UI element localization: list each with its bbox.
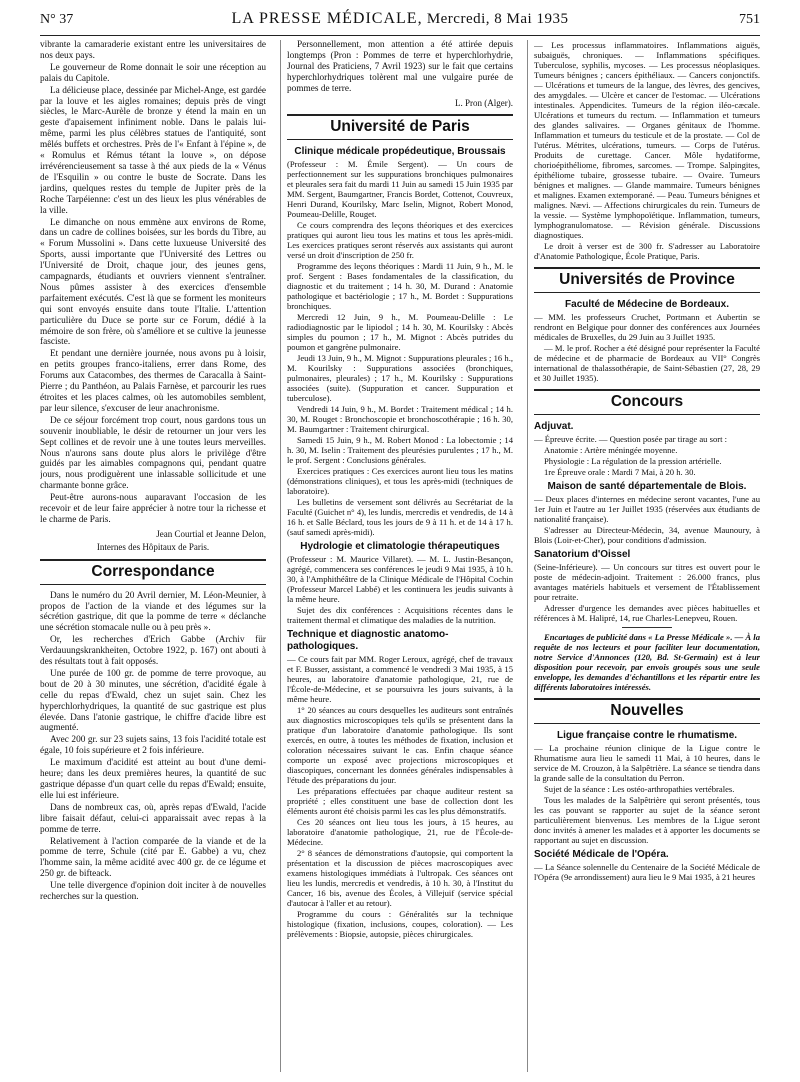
paragraph: Or, les recherches d'Erich Gabbe (Archiv für Verdauungskrankheiten, Octobre 1922, p. 167) ont abouti à des résultats tout à fait opposés. [40,635,266,668]
journal-name: LA PRESSE MÉDICALE, [231,10,423,27]
section-title-universites-province: Universités de Province [559,271,735,288]
paragraph: Relativement à l'action comparée de la viande et de la pomme de terre, Schule (cité par E. Gabbe) a vu, chez l'homme sain, la même acidité avec 400 gr. de ce légume et 250 gr. de bifteack. [40,836,266,880]
paragraph: Avec 200 gr. sur 23 sujets sains, 13 fois l'acidité totale est égale, 10 fois supérieure et 2 fois inférieure. [40,735,266,757]
paragraph: Le maximum d'acidité est atteint au bout d'une demi-heure; dans les deux premières heures, la quantité de suc gastrique dépasse d'un quart celle du repas d'Ewald; ensuite, elle lui est inférieure. [40,758,266,801]
section-rule [534,414,760,415]
paragraph: Sujet des dix conférences : Acquisitions récentes dans le traitement thermal et climatique des maladies de la nutrition. [287,605,513,626]
paragraph: Vendredi 14 Juin, 9 h., M. Bordet : Traitement médical ; 14 h. 30, M. Rouget : Bronchoscopie et bronchoscothérapie ; 16 h. 30, M. Baumgartner : Traitement chirurgical. [287,404,513,435]
paragraph: Une purée de 100 gr. de pomme de terre provoque, au bout de 20 à 30 minutes, une sécrétion, d'acidité égale à celle du repas d'Ewald, chez un sujet sain. Chez les hyperchlorhydriques, la quantité de suc gastrique est plus élevée. Dans l'atonie gastrique, le chiffre d'acide libre est augmenté. [40,668,266,734]
paragraph: Physiologie : La régulation de la pression artérielle. [544,455,722,466]
column-2 [287,40,513,1072]
paragraph: S'adresser au Directeur-Médecin, 34, avenue Maunoury, à Blois (Loir-et-Cher), pour conditions d'admission. [534,524,760,545]
encartages-notice: Encartages de publicité dans « La Presse Médicale ». — À la requête de nos lecteurs et pour faciliter leur documentation, notre Service d'Annonces (120, Bd. St-Germain) est à leur disposition pour recevoir, par envois groupés sous une seule enveloppe, les demandes d'échantillons et les répartir entre les différents laboratoires intéressés. [534,631,760,692]
subsection-title: Ligue française contre le rhumatisme. [556,729,738,741]
paragraph: Dans de nombreux cas, où, après repas d'Ewald, l'acide libre faisait défaut, celui-ci apparaissait avec repas à la pomme de terre. [40,802,266,835]
subsection-title: Adjuvat. [534,420,574,432]
paragraph: Ce cours comprendra des leçons théoriques et des exercices pratiques qui auront lieu tous les matins et tous les après-midi. Les exercices pratiques seront réservés aux assistants qui auront versé un droit d'inscription de 250 fr. [287,220,513,261]
issue-date: Mercredi, 8 Mai 1935 [426,11,569,27]
author-title: Internes des Hôpitaux de Paris. [96,541,210,552]
paragraph: Et pendant une dernière journée, nous avons pu à loisir, en petits groupes franco-italiens, errer dans Rome, des Forums aux Catacombes, des thermes de Caracalla à Saint-Pierre ; du Panthéon, au Palais Farnèse, et parcourir les rues étroites et les places calmes, où les automobiles semblent, par leur silence, s'excuser de leur anachronisme. [40,349,266,414]
paragraph: Peut-être aurons-nous auparavant l'occasion de les recevoir et de leur faire apprécier à notre tour la richesse et le charme de Paris. [40,493,266,525]
divider [622,627,672,628]
paragraph: — M. le prof. Rocher a été désigné pour représenter la Faculté de médecine et de pharmacie de Bordeaux au VII° Congrès international de thalassothérapie, de Saint-Sébastien (27, 28, 29 et 30 Juillet 1935). [534,342,760,383]
subsection-title: Société Médicale de l'Opéra. [534,848,669,860]
section-rule [40,584,266,585]
author-signature: Jean Courtial et Jeanne Delon, [156,528,266,539]
paragraph: Le droit à verser est de 300 fr. S'adresser au Laboratoire d'Anatomie Pathologique, École Pratique, Paris. [534,241,760,261]
paragraph: Personnellement, mon attention a été attirée depuis longtemps (Pron : Pommes de terre et hyperchlorhydrie, Journal des Praticiens, 7 Avril 1923) sur le fait que certains hyperchlorhydriques tolèrent mal une vulgaire purée de pommes de terre. [287,40,513,94]
paragraph: Les bulletins de versement sont délivrés au Secrétariat de la Faculté (Guichet n° 4), les lundis, mercredis et vendredis, de 14 à 16 h. et Salle Béclard, tous les jours de 9 à 11 h. et de 14 à 17 h. (sauf samedi après-midi). [287,497,513,538]
paragraph: (Professeur : M. Maurice Villaret). — M. L. Justin-Besançon, agrégé, commencera ses conférences le jeudi 9 Mai 1935, à 10 h. 30, à l'Amphithéâtre de la Clinique Médicale de l'Hôpital Cochin (Professeur Marcel Labbé) et les continuera les jeudis suivants à la même heure. [287,554,513,605]
column-separator [527,40,528,1072]
paragraph: 1re Épreuve orale : Mardi 7 Mai, à 20 h. 30. [544,466,696,477]
header-rule [40,35,760,36]
paragraph: 2° 8 séances de démonstrations d'autopsie, qui comportent la présentation et la discussion de pièces macroscopiques avec examens histologiques immédiats à l'ultropak. Ces séances ont lieu les lundis, mercredis et vendredis, à 10 h. 30, à l'Institut du Cancer, 16 bis, avenue des Écoles, à Villejuif (service spécial d'autocar à l'aller et au retour). [287,848,513,909]
paragraph: De ce séjour forcément trop court, nous gardons tous un souvenir inoubliable, le désir de retourner un jour vers les Sept collines et de revoir une à une toutes leurs merveilles. Nous n'aurons sans doute plus alors le privilège d'être guidés par les aimables compagnons qui, pendant quatre jours, nous prodiguèrent une inlassable sollicitude et une charmante bonne grâce. [40,415,266,492]
paragraph: Jeudi 13 Juin, 9 h., M. Mignot : Suppurations pleurales ; 16 h., M. Kourilsky : Suppurations associées (bronchiques, pulmonaires, pleurales) ; 17 h., M. Kourilsky : Suppurations associées (suite). (Suppuration et cancer. Suppuration et tuberculose). [287,353,513,404]
paragraph: Le dimanche on nous emmène aux environs de Rome, dans un cadre de collines boisées, sur les bords du Tibre, au « Forum Mussolini ». Dans cette luxueuse Université des Sports, aussi importante que l'Université des Lettres ou l'Université de Droit, chaque jour, des jeunes gens, campagnards, étudiants et ouvriers viennent s'entraîner. Nous pûmes assister à des exercices d'ensemble parfaitement exécutés. C'est là que se forment les moniteurs qui sont envoyés ensuite dans toute l'Italie. L'attention particulière du Duce se porte sur ce Forum, dédié à la mémoire de son frère, où s'améliore et se cultive la jeunesse fasciste. [40,217,266,348]
paragraph: — Les processus inflammatoires. Inflammations aiguës, subaiguës, chroniques. — Inflammations spécifiques. Tuberculose, syphilis, mycoses. — Les processus néoplasiques. Tumeurs bénignes ; cancers épithéliaux. — Cancers conjonctifs. — Ulcérations et tumeurs de la langue, des lèvres, des gencives, des amygdales. — Ulcère et cancer de l'estomac. — Ulcérations intestinales. Appendicites. Tumeurs de la région iléo-cæcale. Ulcérations et tumeurs du rectum. — Inflammation et tumeurs des glandes salivaires. — Organes génitaux de l'homme. Inflammation et tumeurs du testicule et de la prostate. — Col de l'utérus. Métrites, ulcérations, tumeurs. — Corps de l'utérus. Produits de curettage. Cancer. Môle hydatiforme, chorioépithéliome, fibromes, sarcomes. — Trompe. Salpingites, épithéliome tubaire, grossesse tubaire. — Ovaire. Tumeurs bénignes et malignes. — Glande mammaire. Tumeurs bénignes et malignes. Examen extemporané. — Peau. Tumeurs bénignes et malignes. Nævi. — Affections chirurgicales du rein. Tumeurs de la vessie. — Système lymphopoïétique. Inflammation, tumeurs, lymphogranulomatose. — Révision générale. Discussions diagnostiques. [534,40,760,240]
column-1 [40,40,266,1072]
paragraph: Samedi 15 Juin, 9 h., M. Robert Monod : La lobectomie ; 14 h. 30, M. Iselin : Traitement des pleurésies purulentes ; 17 h., M. le prof. Sergent : Conclusions générales. [287,435,513,466]
paragraph: 1° 20 séances au cours desquelles les auditeurs sont entraînés aux diagnostics microscopiques tels qu'ils se présentent dans la pratique d'un laboratoire d'anatomie pathologique. Ils sont exercés, en outre, à toutes les méthodes de fixation, inclusion et coloration nécessaires suivant le cas. Enfin chaque séance comporte un exposé avec projections microscopiques et diascopiques, concernant les données générales indispensables à l'étude des préparations du jour. [287,705,513,786]
section-title-correspondance: Correspondance [91,562,215,580]
subsection-title: Clinique médicale propédeutique, Broussais [294,146,506,158]
paragraph: (Professeur : M. Émile Sergent). — Un cours de perfectionnement sur les suppurations bronchiques pulmonaires et pleurales sera fait du mardi 11 Juin au samedi 15 Juin 1935 par MM. Sergent, Baumgartner, Francis Bordet, Cottenot, Couvreux, Henri Durand, Kourilsky, Marc Iselin, Mignot, Robert Monod, Poumeau-Delille, Rouget. [287,159,513,220]
subsection-title: Maison de santé départementale de Blois. [547,480,747,492]
paragraph: Programme du cours : Généralités sur la technique histologique (fixation, inclusions, coupes, coloration). — Les prélèvements : Biopsie, autopsie, pièces chirurgicales. [287,909,513,940]
subsection-title: Hydrologie et climatologie thérapeutiques [300,541,500,553]
paragraph: Dans le numéro du 20 Avril dernier, M. Léon-Meunier, à propos de l'action de la viande et des légumes sur la sécrétion gastrique, dit que la pomme de terre « déclanche une sécrétion stomacale nulle ou à peu près ». [40,590,266,634]
section-title-nouvelles: Nouvelles [610,701,684,719]
paragraph: Une telle divergence d'opinion doit inciter à de nouvelles recherches sur la question. [40,881,266,903]
paragraph: — Deux places d'internes en médecine seront vacantes, l'une au 1er Juin et l'autre au 1er Juillet 1935 (réservées aux étudiants de nationalité française). [534,493,760,524]
paragraph: vibrante la camaraderie existant entre les universitaires de nos deux pays. [40,40,266,61]
paragraph: — Ce cours fait par MM. Roger Leroux, agrégé, chef de travaux et F. Busser, assistant, a commencé le vendredi 3 Mai 1935, à 15 heures, au laboratoire d'anatomie pathologique, 21, rue de l'École-de-Médecine, et se poursuivra les jours suivants, à la même heure. [287,654,513,705]
issue-number: N° 37 [40,12,74,27]
paragraph: — MM. les professeurs Cruchet, Portmann et Aubertin se rendront en Belgique pour donner des conférences aux Journées médicales de Bruxelles, du 29 Juin au 3 Juillet 1935. [534,311,760,342]
section-rule [534,292,760,293]
paragraph: Ces 20 séances ont lieu tous les jours, à 15 heures, au laboratoire d'anatomie pathologique, 21, rue de l'École-de-Médecine. [287,817,513,848]
section-title-universite-paris: Université de Paris [330,118,470,136]
column-3 [534,40,760,1072]
section-rule [534,723,760,724]
paragraph: La délicieuse place, dessinée par Michel-Ange, est gardée par la louve et les aigles romaines; depuis près de vingt siècles, le Marc-Aurèle de bronze y étend la main en un geste d'apaisement infiniment noble. Dans le palais lui-même, parmi les plus célèbres statues de l'antiquité, sont mêlés buffets et orchestres. Près de l'« Enfant à l'épine », de « Romulus et Rémus tétant la louve », on dépose irrévérencieusement sa tasse à thé aux pieds de la « Vénus de l'Esquilin » ou contre le buste de Socrate. Dans les jardins, quelques restes du temple de Jupiter près de la Roche Tarpéienne: c'est un des lieux les plus vénérables de la ville. [40,85,266,216]
paragraph: Tous les malades de la Salpêtrière qui seront présentés, tous les cas pouvant se rapporter au sujet de la séance seront particulièrement bienvenus. Les membres de la Ligue seront donc invités à amener les malades et à apporter les documents se rapportant au sujet en discussion. [534,794,760,845]
section-rule [287,139,513,140]
paragraph: Sujet de la séance : Les ostéo-arthropathies vertébrales. [544,783,735,794]
column-separator [280,40,281,1072]
paragraph: — La Séance solennelle du Centenaire de la Société Médicale de l'Opéra (9e arrondissement) aura lieu le 9 Mai 1935, à 21 heures [534,861,760,882]
paragraph: Mercredi 12 Juin, 9 h., M. Poumeau-Delille : Le radiodiagnostic par le lipiodol ; 14 h. 30, M. Kourilsky : Abcès simples du poumon ; 17 h., M. Mignot : Abcès putrides du poumon et gangrène pulmonaire. [287,312,513,353]
subsection-title: Faculté de Médecine de Bordeaux. [565,298,729,310]
journal-title-line [40,10,760,28]
paragraph: — La prochaine réunion clinique de la Ligue contre le Rhumatisme aura lieu le samedi 11 Mai, à 10 heures, dans le service de M. Crouzon, à la Salpêtrière. La séance se tiendra dans la grande salle de la consultation du Perron. [534,742,760,783]
paragraph: Le gouverneur de Rome donnait le soir une réception au palais du Capitole. [40,62,266,84]
page-header [40,10,760,34]
section-title-concours: Concours [610,392,684,410]
paragraph: (Seine-Inférieure). — Un concours sur titres est ouvert pour le poste de médecin-adjoint. Traitement : 26.000 francs, plus avantages matériels habituels et versement de l'Établissement pour retraite. [534,561,760,602]
author-signature: L. Pron (Alger). [455,97,513,108]
paragraph: — Épreuve écrite. — Question posée par tirage au sort : [534,433,728,444]
subsection-title: Sanatorium d'Oissel [534,548,631,560]
paragraph: Adresser d'urgence les demandes avec pièces habituelles et références à M. Halipré, 14, rue Charles-Lenepveu, Rouen. [534,602,760,623]
page-number: 751 [739,12,760,27]
paragraph: Les préparations effectuées par chaque auditeur restent sa propriété ; elles constituent une base de collection dont les éléments auront été choisis parmi les cas les plus démonstratifs. [287,786,513,817]
paragraph: Anatomie : Artère méningée moyenne. [544,444,678,455]
paragraph: Exercices pratiques : Ces exercices auront lieu tous les matins (démonstrations cliniques), et tous les après-midi (techniques de laboratoire). [287,466,513,497]
subsection-title: Technique et diagnostic anatomo-pathologiques. [287,629,449,653]
paragraph: Programme des leçons théoriques : Mardi 11 Juin, 9 h., M. le prof. Sergent : Bases fondamentales de la classification, du diagnostic et du traitement ; 14 h. 30, M. Durand : Anatomie pathologique et bactériologie ; 17 h., M. Bordet : Suppurations bronchiques. [287,261,513,312]
